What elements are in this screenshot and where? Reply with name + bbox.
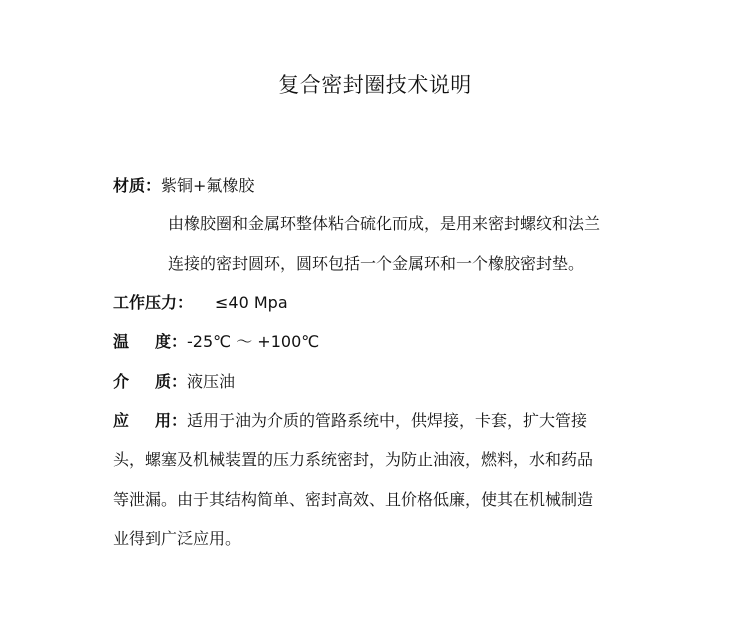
temperature-value: -25℃ ～ +100℃ <box>187 332 320 351</box>
material-label: 材质： <box>113 176 162 195</box>
medium-label-b: 质： <box>155 372 188 391</box>
document-title: 复合密封圈技术说明 <box>278 73 472 97</box>
medium-line <box>113 370 235 394</box>
material-description-line-1: 由橡胶圈和金属环整体粘合硫化而成，是用来密封螺纹和法兰 <box>168 214 601 233</box>
application-line-1 <box>113 409 587 433</box>
temperature-label-a: 温 <box>113 332 130 351</box>
pressure-line <box>113 291 288 315</box>
application-label-a: 应 <box>113 411 130 430</box>
material-description-line-2: 连接的密封圆环，圆环包括一个金属环和一个橡胶密封垫。 <box>168 254 585 273</box>
application-label-b: 用： <box>155 411 188 430</box>
application-line-3: 等泄漏。由于其结构简单、密封高效、且价格低廉，使其在机械制造 <box>113 490 594 509</box>
application-text-1: 适用于油为介质的管路系统中，供焊接，卡套，扩大管接 <box>187 411 588 430</box>
application-line-2: 头，螺塞及机械装置的压力系统密封，为防止油液，燃料，水和药品 <box>113 450 594 469</box>
pressure-label: 工作压力： <box>113 293 194 312</box>
material-value: 紫铜+氟橡胶 <box>161 176 255 195</box>
application-line-4: 业得到广泛应用。 <box>113 529 242 548</box>
temperature-label-b: 度： <box>155 332 188 351</box>
material-line <box>113 174 254 198</box>
temperature-line <box>113 330 319 354</box>
medium-label-a: 介 <box>113 372 130 391</box>
pressure-value: ≤40 Mpa <box>215 293 288 312</box>
medium-value: 液压油 <box>187 372 236 391</box>
